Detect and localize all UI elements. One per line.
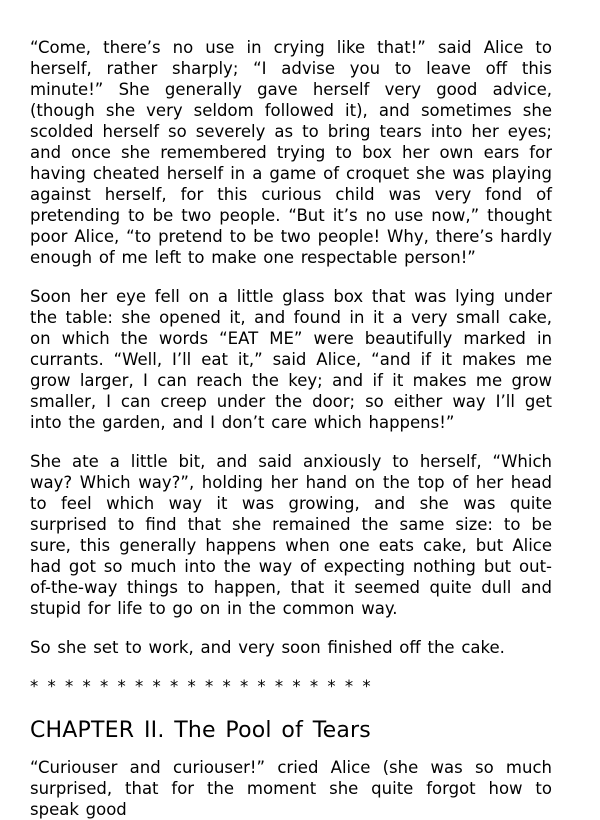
paragraph: Soon her eye fell on a little glass box that was lying under the table: she opened it, and found in it a very small cake, on which the words “EAT ME” were beautifully marked in currants. “Well, I’ll eat it,” said Alice, “and if it makes me grow larger, I can reach the key; and if it makes me grow smaller, I can creep under the door; so either way I’ll get into the garden, and I don’t care which happens!” bbox=[30, 287, 552, 432]
chapter-heading: CHAPTER II. The Pool of Tears bbox=[30, 718, 371, 743]
asterisk-separator: * * * * * * * * * * * * * * * * * * * * bbox=[30, 677, 371, 696]
paragraph: So she set to work, and very soon finished off the cake. bbox=[30, 638, 505, 657]
paragraph: “Come, there’s no use in crying like that!” said Alice to herself, rather sharply; “I advise you to leave off this minute!” She generally gave herself very good advice, (though she very seldom followed it), and sometimes she scolded herself so severely as to bring tears into her eyes; and once she remembered trying to box her own ears for having cheated herself in a game of croquet she was playing against herself, for this curious child was very fond of pretending to be two people. “But it’s no use now,” thought poor Alice, “to pretend to be two people! Why, there’s hardly enough of me left to make one respectable person!” bbox=[30, 38, 552, 267]
paragraph: “Curiouser and curiouser!” cried Alice (she was so much surprised, that for the moment she quite forgot how to speak good bbox=[30, 758, 552, 819]
paragraph: She ate a little bit, and said anxiously to herself, “Which way? Which way?”, holding her hand on the top of her head to feel which way it was growing, and she was quite surprised to find that she remained the same size: to be sure, this generally happens when one eats cake, but Alice had got so much into the way of expecting nothing but out-of-the-way things to happen, that it seemed quite dull and stupid for life to go on in the common way. bbox=[30, 452, 552, 618]
